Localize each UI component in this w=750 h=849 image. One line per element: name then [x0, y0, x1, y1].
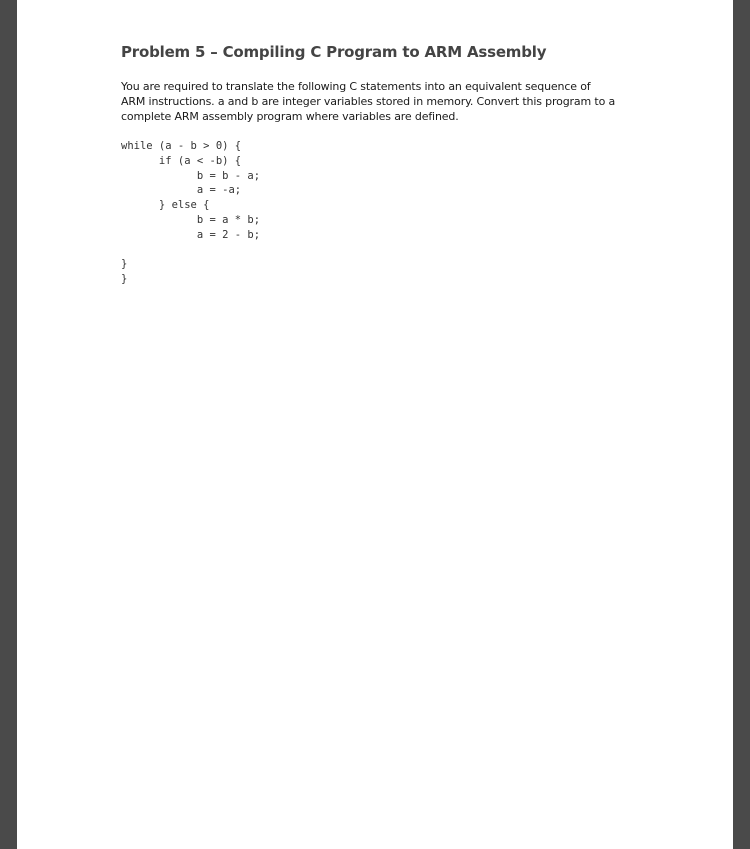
code-line: if (a < -b) { — [121, 154, 242, 167]
description-line: You are required to translate the following C statements into an equivalent sequence of — [121, 80, 591, 93]
code-line: while (a - b > 0) { — [121, 140, 242, 152]
code-line — [121, 243, 260, 258]
problem-title: Problem 5 – Compiling C Program to ARM Assembly — [121, 43, 547, 61]
c-code-block — [121, 139, 260, 287]
code-line: a = -a; — [121, 184, 242, 197]
code-line: } — [121, 273, 128, 286]
document-page — [17, 0, 733, 849]
code-line: a = 2 - b; — [121, 228, 261, 241]
description-line: complete ARM assembly program where variables are defined. — [121, 110, 459, 123]
problem-description — [121, 79, 641, 124]
code-line: } — [121, 258, 128, 271]
code-line: } else { — [121, 199, 210, 212]
description-line: ARM instructions. a and b are integer variables stored in memory. Convert this program to a — [121, 95, 616, 108]
code-line: b = b - a; — [121, 169, 261, 182]
code-line: b = a * b; — [121, 213, 261, 226]
